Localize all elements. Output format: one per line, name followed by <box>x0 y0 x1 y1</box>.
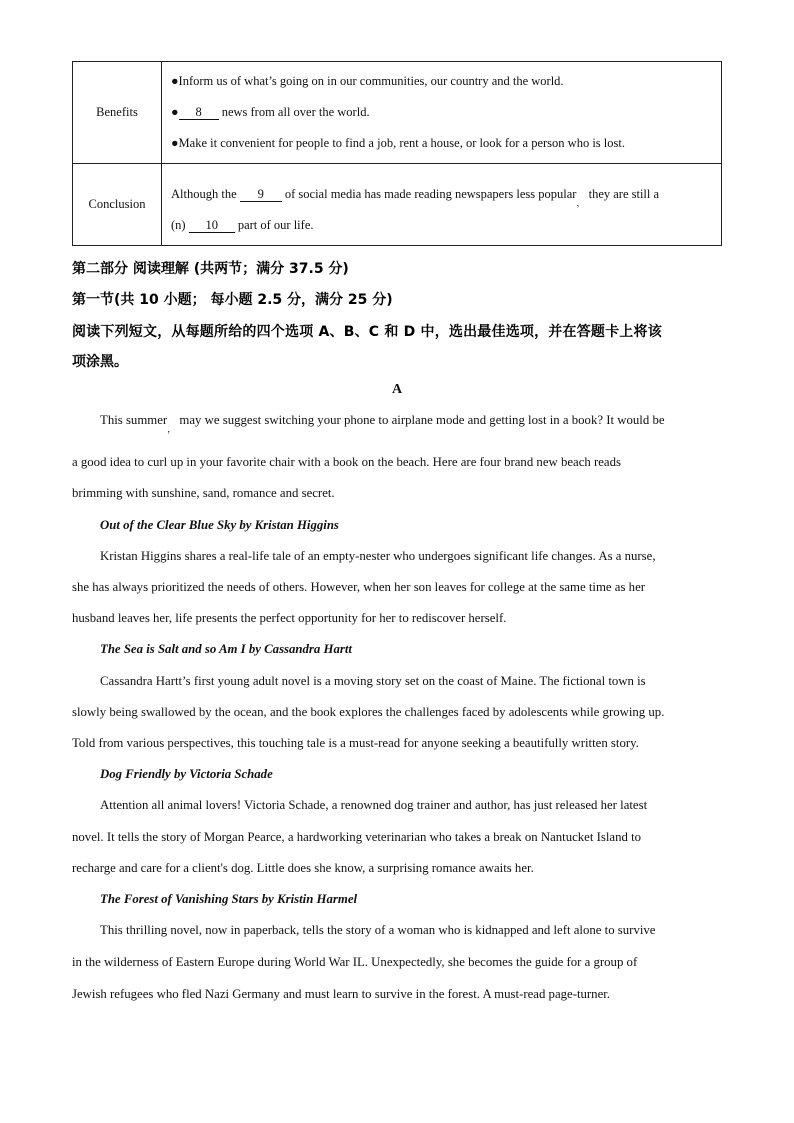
book-text-line: Cassandra Hartt’s first young adult novel is a moving story set on the coast of Maine. The fictional town is <box>100 674 646 688</box>
book-text-line: Jewish refugees who fled Nazi Germany and must learn to survive in the forest. A must-read page-turner. <box>72 987 611 1001</box>
instruction-line: 阅读下列短文，从每题所给的四个选项 A、B、C 和 D 中，选出最佳选项，并在答题卡上将该 <box>72 324 662 340</box>
benefits-row <box>73 62 722 164</box>
book-text-line: husband leaves her, life presents the perfect opportunity for her to rediscover herself. <box>72 611 507 625</box>
book-text-line: she has always prioritized the needs of others. However, when her son leaves for college at the same time as her <box>72 580 646 594</box>
book-text-line: in the wilderness of Eastern Europe during World War IL. Unexpectedly, she becomes the guide for a group of <box>72 955 638 969</box>
benefits-label: Benefits <box>73 62 162 164</box>
benefit-item: ●Inform us of what’s going on in our communities, our country and the world. <box>171 74 564 88</box>
conclusion-label: Conclusion <box>73 164 162 246</box>
book-text-line: Kristan Higgins shares a real-life tale of an empty-nester who undergoes significant life changes. As a nurse, <box>100 549 656 563</box>
benefits-content <box>162 62 722 164</box>
book-text-line: slowly being swallowed by the ocean, and the book explores the challenges faced by adolescents while growing up. <box>72 705 665 719</box>
intro-line: a good idea to curl up in your favorite chair with a book on the beach. Here are four brand new beach reads <box>72 455 621 469</box>
blank-8: 8 <box>179 105 219 120</box>
summary-table <box>72 61 722 246</box>
instruction-line: 项涂黑。 <box>72 354 128 370</box>
book-title: Dog Friendly by Victoria Schade <box>100 767 273 781</box>
intro-line: brimming with sunshine, sand, romance and secret. <box>72 486 335 500</box>
book-text-line: This thrilling novel, now in paperback, tells the story of a woman who is kidnapped and left alone to survive <box>100 923 656 937</box>
book-title: Out of the Clear Blue Sky by Kristan Higgins <box>100 518 339 532</box>
book-text-line: Told from various perspectives, this touching tale is a must-read for anyone seeking a beautifully written story. <box>72 736 639 750</box>
conclusion-line: (n) 10 part of our life. <box>171 217 314 232</box>
book-text-line: novel. It tells the story of Morgan Pearce, a hardworking veterinarian who takes a break on Nantucket Island to <box>72 830 642 844</box>
blank-10: 10 <box>189 218 235 233</box>
part-heading: 第二部分 阅读理解 (共两节；满分 37.5 分) <box>72 261 349 277</box>
conclusion-row <box>73 164 722 246</box>
passage-letter: A <box>391 382 403 397</box>
conclusion-line: Although the 9 of social media has made reading newspapers less popular$_,$ they are still a <box>171 186 660 208</box>
book-text-line: Attention all animal lovers! Victoria Schade, a renowned dog trainer and author, has just released her latest <box>100 798 648 812</box>
section-heading: 第一节(共 10 小题； 每小题 2.5 分，满分 25 分) <box>72 292 393 308</box>
benefit-item: ●Make it convenient for people to find a job, rent a house, or look for a person who is lost. <box>171 136 625 150</box>
blank-9: 9 <box>240 187 282 202</box>
book-text-line: recharge and care for a client's dog. Little does she know, a surprising romance awaits her. <box>72 861 534 875</box>
conclusion-content <box>162 164 722 246</box>
benefit-item: ● 8 news from all over the world. <box>171 105 370 119</box>
book-title: The Sea is Salt and so Am I by Cassandra Hartt <box>100 642 352 656</box>
book-title: The Forest of Vanishing Stars by Kristin Harmel <box>100 892 358 906</box>
intro-line: This summer$_,$ may we suggest switching your phone to airplane mode and getting lost in a book? It would be <box>100 413 665 434</box>
